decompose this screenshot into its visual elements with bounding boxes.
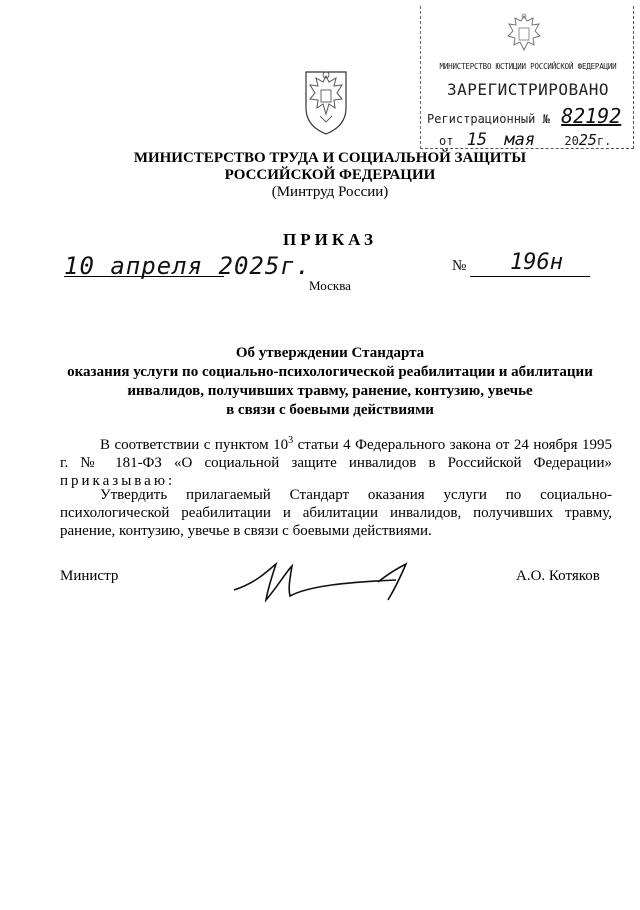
order-number: 196н bbox=[510, 250, 563, 275]
signature-icon bbox=[228, 560, 418, 604]
document-title-line1: Об утверждении Стандарта bbox=[235, 345, 425, 361]
stamp-ministry: МИНИСТЕРСТВО ЮСТИЦИИ РОССИЙСКОЙ ФЕДЕРАЦИИ bbox=[439, 62, 617, 71]
p1-order-word: приказываю: bbox=[60, 473, 176, 489]
order-number-label: № bbox=[452, 258, 467, 274]
document-title-line4: в связи с боевыми действиями bbox=[226, 402, 434, 418]
signatory-name: А.О. Котяков bbox=[516, 568, 600, 584]
order-date-underline bbox=[64, 276, 224, 277]
body-paragraph-1 bbox=[60, 432, 612, 490]
stamp-date-prefix: от bbox=[439, 134, 454, 148]
order-number-underline bbox=[470, 276, 590, 277]
state-emblem-icon bbox=[300, 62, 352, 136]
registration-stamp bbox=[420, 6, 634, 149]
stamp-date bbox=[439, 130, 611, 150]
order-title: ПРИКАЗ bbox=[283, 230, 377, 249]
stamp-emblem-icon bbox=[503, 12, 545, 56]
signatory-position: Министр bbox=[60, 568, 119, 584]
stamp-regno-value: 82192 bbox=[561, 104, 622, 128]
stamp-date-year-prefix: 20 bbox=[564, 134, 579, 148]
document-title-line2: оказания услуги по социально-психологической реабилитации и абилитации bbox=[67, 364, 593, 380]
stamp-date-day: 15 bbox=[466, 130, 488, 150]
ministry-title-line2: РОССИЙСКОЙ ФЕДЕРАЦИИ bbox=[224, 167, 436, 183]
stamp-date-month: мая bbox=[504, 130, 536, 150]
stamp-date-suffix: г. bbox=[596, 134, 612, 148]
body-paragraph-2: Утвердить прилагаемый Стандарт оказания услуги по социально-психологической реабилитации и абилитации инвалидов, получивших травму, ранение, контузию, увечье в связи с боевыми действиями. bbox=[60, 487, 612, 539]
p1-start: В соответствии с пунктом 10 bbox=[100, 437, 289, 453]
order-city: Москва bbox=[309, 278, 351, 293]
document-title bbox=[40, 344, 620, 420]
order-date: 10 апреля 2025г. bbox=[64, 252, 312, 280]
stamp-regno-label: Регистрационный № bbox=[427, 112, 550, 126]
p1-superscript: 3 bbox=[288, 435, 294, 446]
document-title-line3: инвалидов, получивших травму, ранение, контузию, увечье bbox=[127, 383, 533, 399]
ministry-title-line1: МИНИСТЕРСТВО ТРУДА И СОЦИАЛЬНОЙ ЗАЩИТЫ bbox=[133, 150, 527, 166]
stamp-registration-number bbox=[427, 104, 621, 128]
stamp-date-year-suffix: 25 bbox=[578, 131, 597, 149]
ministry-title bbox=[60, 150, 600, 184]
ministry-abbreviation: (Минтруд России) bbox=[271, 184, 389, 200]
p1-rest: статьи 4 Федерального закона от 24 ноября 1995 г. № 181-ФЗ «О социальной защите инвалидов в Российской Федерации» bbox=[60, 437, 612, 471]
stamp-registered: ЗАРЕГИСТРИРОВАНО bbox=[446, 80, 610, 99]
